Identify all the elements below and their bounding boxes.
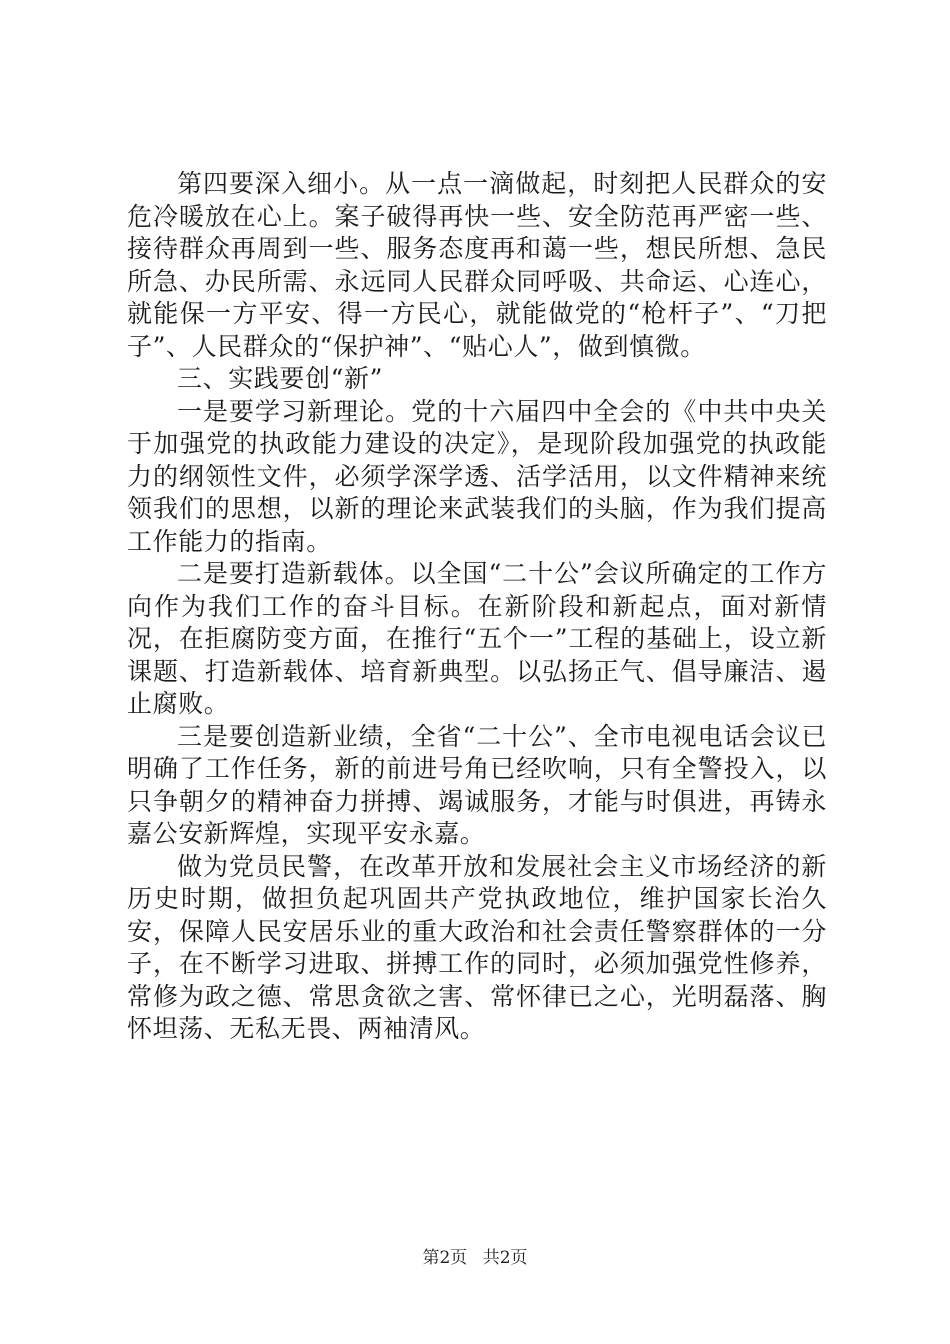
paragraph-learn-new-theory: 一是要学习新理论。党的十六届四中全会的《中共中央关于加强党的执政能力建设的决定》，是现阶段加强党的执政能力的纲领性文件，必须学深学透、活学活用，以文件精神来统领我们的思想，以新的理论来武装我们的头脑，作为我们提高工作能力的指南。 bbox=[127, 396, 827, 556]
page-number-total: 共2页 bbox=[482, 1248, 528, 1268]
paragraph-create-new-achievement: 三是要创造新业绩，全省“二十公”、全市电视电话会议已明确了工作任务，新的前进号角已经吹响，只有全警投入，以只争朝夕的精神奋力拼搏、竭诚服务，才能与时俱进，再铸永嘉公安新辉煌，实现平安永嘉。 bbox=[127, 721, 827, 848]
paragraph-party-member-police: 做为党员民警，在改革开放和发展社会主义市场经济的新历史时期，做担负起巩固共产党执政地位，维护国家长治久安，保障人民安居乐业的重大政治和社会责任警察群体的一分子，在不断学习进取、拼搏工作的同时，必须加强党性修养，常修为政之德、常思贪欲之害、常怀律已之心，光明磊落、胸怀坦荡、无私无畏、两袖清风。 bbox=[127, 851, 827, 1043]
section-heading-practice-innovation: 三、实践要创“新” bbox=[177, 364, 383, 393]
page-number-current: 第2页 bbox=[422, 1248, 468, 1268]
paragraph-build-new-carrier: 二是要打造新载体。以全国“二十公”会议所确定的工作方向作为我们工作的奋斗目标。在新阶段和新起点，面对新情况，在拒腐防变方面，在推行“五个一”工程的基础上，设立新课题、打造新载体、培育新典型。以弘扬正气、倡导廉洁、遏止腐败。 bbox=[127, 559, 827, 718]
paragraph-deep-detail: 第四要深入细小。从一点一滴做起，时刻把人民群众的安危冷暖放在心上。案子破得再快一些、安全防范再严密一些、接待群众再周到一些、服务态度再和蔼一些，想民所想、急民所急、办民所需、永远同人民群众同呼吸、共命运、心连心，就能保一方平安、得一方民心，就能做党的“枪杆子”、“刀把子”、人民群众的“保护神”、“贴心人”，做到慎微。 bbox=[127, 169, 827, 361]
page-footer bbox=[0, 1247, 950, 1269]
document-body bbox=[127, 168, 827, 1046]
